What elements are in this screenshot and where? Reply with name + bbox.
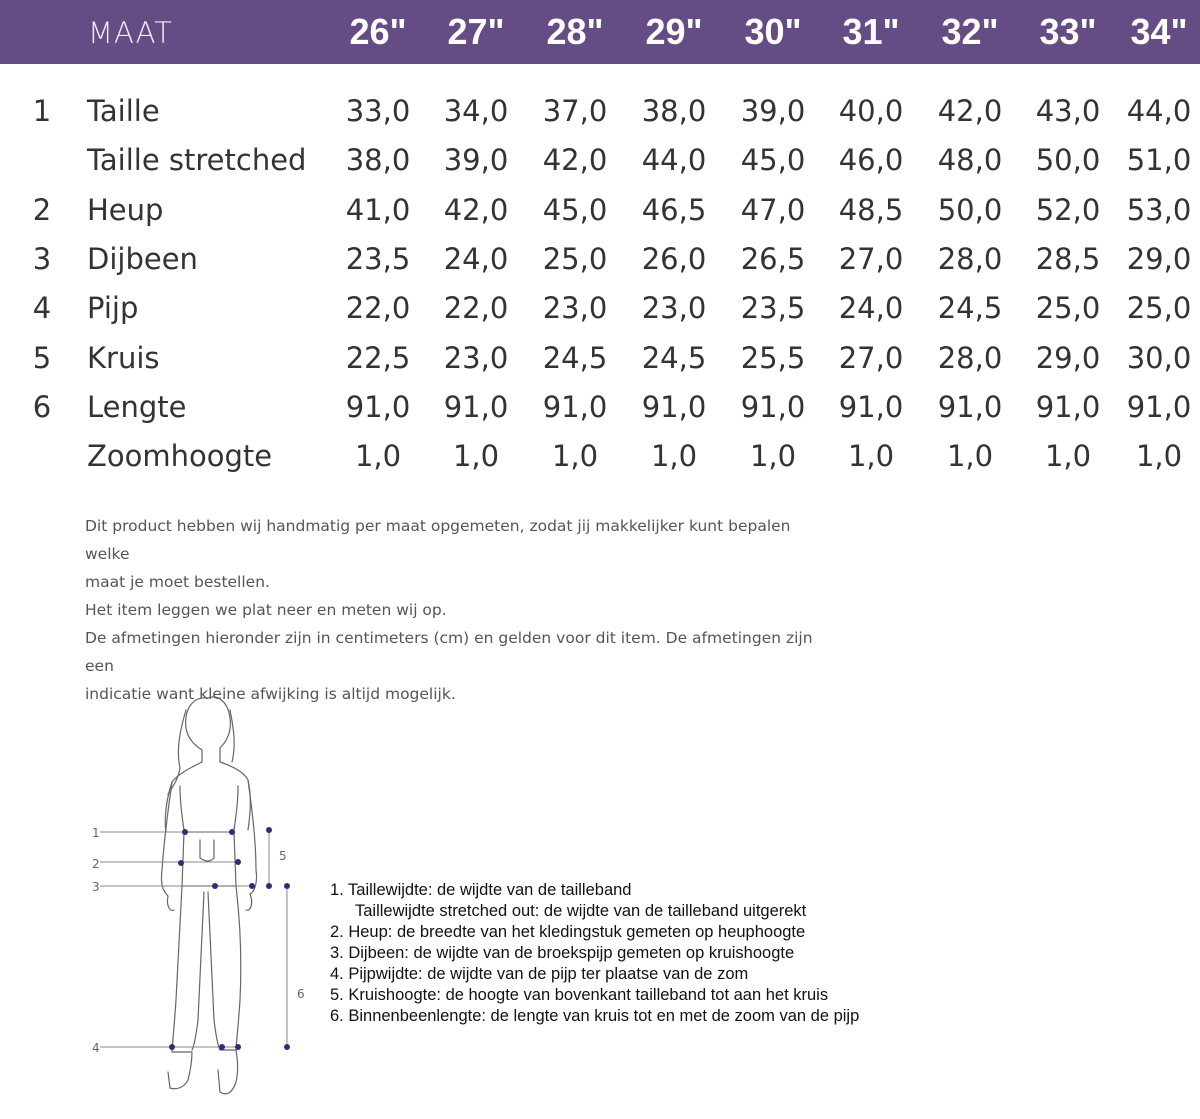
legend-line: 3. Dijbeen: de wijdte van de broekspijp gemeten op kruishoogte (330, 944, 795, 962)
table-cell: 38,0 (345, 143, 411, 177)
table-cell: 28,0 (937, 242, 1003, 276)
table-cell: 27,0 (838, 341, 904, 375)
size-heading: 28" (546, 11, 604, 52)
row-label: Zoomhoogte (87, 439, 273, 473)
table-cell: 1,0 (847, 439, 895, 473)
table-cell: 24,5 (937, 291, 1003, 325)
row-label: Taille stretched (87, 143, 307, 177)
table-cell: 1,0 (650, 439, 698, 473)
table-cell: 38,0 (641, 94, 707, 128)
table-row (0, 335, 1200, 383)
measurement-figure (80, 680, 320, 1119)
table-cell: 91,0 (641, 390, 707, 424)
table-cell: 91,0 (937, 390, 1003, 424)
table-cell: 91,0 (345, 390, 411, 424)
table-cell: 46,0 (838, 143, 904, 177)
note-line: maat je moet bestellen. (85, 573, 270, 591)
note-line: Dit product hebben wij handmatig per maat opgemeten, zodat jij makkelijker kunt bepalen welke (85, 517, 791, 563)
table-row (0, 137, 1200, 185)
table-cell: 42,0 (937, 94, 1003, 128)
table-cell: 37,0 (542, 94, 608, 128)
table-cell: 25,0 (542, 242, 608, 276)
table-cell: 51,0 (1126, 143, 1192, 177)
row-number: 4 (32, 291, 52, 325)
table-cell: 28,5 (1035, 242, 1101, 276)
table-cell: 29,0 (1126, 242, 1192, 276)
table-cell: 33,0 (345, 94, 411, 128)
table-cell: 1,0 (946, 439, 994, 473)
table-cell: 47,0 (740, 193, 806, 227)
table-cell: 29,0 (1035, 341, 1101, 375)
table-cell: 46,5 (641, 193, 707, 227)
row-label: Heup (87, 193, 164, 227)
table-cell: 1,0 (551, 439, 599, 473)
table-cell: 91,0 (542, 390, 608, 424)
table-cell: 22,5 (345, 341, 411, 375)
row-label: Dijbeen (87, 242, 198, 276)
table-row (0, 236, 1200, 284)
table-cell: 26,5 (740, 242, 806, 276)
table-cell: 91,0 (740, 390, 806, 424)
table-cell: 45,0 (542, 193, 608, 227)
size-heading: 34" (1130, 11, 1188, 52)
table-cell: 23,5 (345, 242, 411, 276)
table-cell: 50,0 (1035, 143, 1101, 177)
legend-line: 4. Pijpwijdte: de wijdte van de pijp ter plaatse van de zom (330, 965, 749, 983)
table-cell: 91,0 (838, 390, 904, 424)
measure-lines (100, 830, 287, 1047)
row-label: Lengte (87, 390, 187, 424)
row-number: 5 (32, 341, 52, 375)
table-cell: 42,0 (542, 143, 608, 177)
table-cell: 91,0 (1035, 390, 1101, 424)
table-cell: 1,0 (1044, 439, 1092, 473)
figure-label: 3 (92, 880, 100, 894)
table-cell: 30,0 (1126, 341, 1192, 375)
legend-line: 2. Heup: de breedte van het kledingstuk gemeten op heuphoogte (330, 923, 806, 941)
table-cell: 44,0 (641, 143, 707, 177)
size-heading: 27" (447, 11, 505, 52)
table-cell: 22,0 (345, 291, 411, 325)
table-cell: 91,0 (443, 390, 509, 424)
table-cell: 28,0 (937, 341, 1003, 375)
legend-line: 5. Kruishoogte: de hoogte van bovenkant tailleband tot aan het kruis (330, 986, 829, 1004)
figure-label: 5 (279, 849, 287, 863)
note-line: De afmetingen hieronder zijn in centimeters (cm) en gelden voor dit item. De afmetingen zijn een (85, 629, 813, 675)
maat-label: MAAT (88, 16, 173, 50)
table-cell: 1,0 (452, 439, 500, 473)
row-label: Taille (87, 94, 160, 128)
figure-label: 1 (92, 826, 100, 840)
table-row (0, 384, 1200, 432)
table-cell: 34,0 (443, 94, 509, 128)
table-cell: 91,0 (1126, 390, 1192, 424)
legend-line: Taillewijdte stretched out: de wijdte van de tailleband uitgerekt (355, 902, 807, 920)
table-cell: 23,0 (542, 291, 608, 325)
table-cell: 24,0 (838, 291, 904, 325)
measurement-legend (330, 880, 1030, 1027)
row-label: Pijp (87, 291, 139, 325)
table-cell: 24,5 (542, 341, 608, 375)
table-row (0, 88, 1200, 136)
table-cell: 23,0 (641, 291, 707, 325)
table-cell: 52,0 (1035, 193, 1101, 227)
table-cell: 25,0 (1126, 291, 1192, 325)
table-cell: 39,0 (443, 143, 509, 177)
size-heading: 26" (349, 11, 407, 52)
figure-label: 2 (92, 857, 100, 871)
table-cell: 24,5 (641, 341, 707, 375)
size-heading: 32" (941, 11, 999, 52)
table-cell: 24,0 (443, 242, 509, 276)
size-heading: 30" (744, 11, 802, 52)
table-cell: 43,0 (1035, 94, 1101, 128)
table-cell: 50,0 (937, 193, 1003, 227)
table-cell: 53,0 (1126, 193, 1192, 227)
table-cell: 42,0 (443, 193, 509, 227)
table-cell: 25,5 (740, 341, 806, 375)
figure-label: 6 (297, 987, 305, 1001)
note-line: indicatie want kleine afwijking is altijd mogelijk. (85, 685, 456, 703)
row-number: 6 (32, 390, 52, 424)
size-header-bar (0, 0, 1200, 64)
note-line: Het item leggen we plat neer en meten wij op. (85, 601, 447, 619)
table-cell: 23,0 (443, 341, 509, 375)
table-cell: 45,0 (740, 143, 806, 177)
table-cell: 41,0 (345, 193, 411, 227)
table-cell: 40,0 (838, 94, 904, 128)
table-cell: 44,0 (1126, 94, 1192, 128)
table-cell: 39,0 (740, 94, 806, 128)
table-row (0, 285, 1200, 333)
table-cell: 1,0 (1135, 439, 1183, 473)
figure-label: 4 (92, 1041, 100, 1055)
legend-line: 6. Binnenbeenlengte: de lengte van kruis tot en met de zoom van de pijp (330, 1007, 860, 1025)
table-row (0, 187, 1200, 235)
table-cell: 1,0 (354, 439, 402, 473)
measurement-note (85, 512, 825, 708)
size-heading: 33" (1039, 11, 1097, 52)
table-cell: 25,0 (1035, 291, 1101, 325)
table-cell: 22,0 (443, 291, 509, 325)
table-cell: 48,0 (937, 143, 1003, 177)
table-cell: 23,5 (740, 291, 806, 325)
table-row (0, 433, 1200, 481)
size-heading: 31" (842, 11, 900, 52)
figure-outline (161, 697, 256, 1094)
table-cell: 27,0 (838, 242, 904, 276)
row-number: 2 (32, 193, 52, 227)
size-heading: 29" (645, 11, 703, 52)
row-number: 3 (32, 242, 52, 276)
table-cell: 1,0 (749, 439, 797, 473)
table-cell: 26,0 (641, 242, 707, 276)
table-cell: 48,5 (838, 193, 904, 227)
row-label: Kruis (87, 341, 160, 375)
row-number: 1 (32, 94, 52, 128)
legend-line: 1. Taillewijdte: de wijdte van de tailleband (330, 881, 632, 899)
measure-markers (169, 827, 290, 1050)
